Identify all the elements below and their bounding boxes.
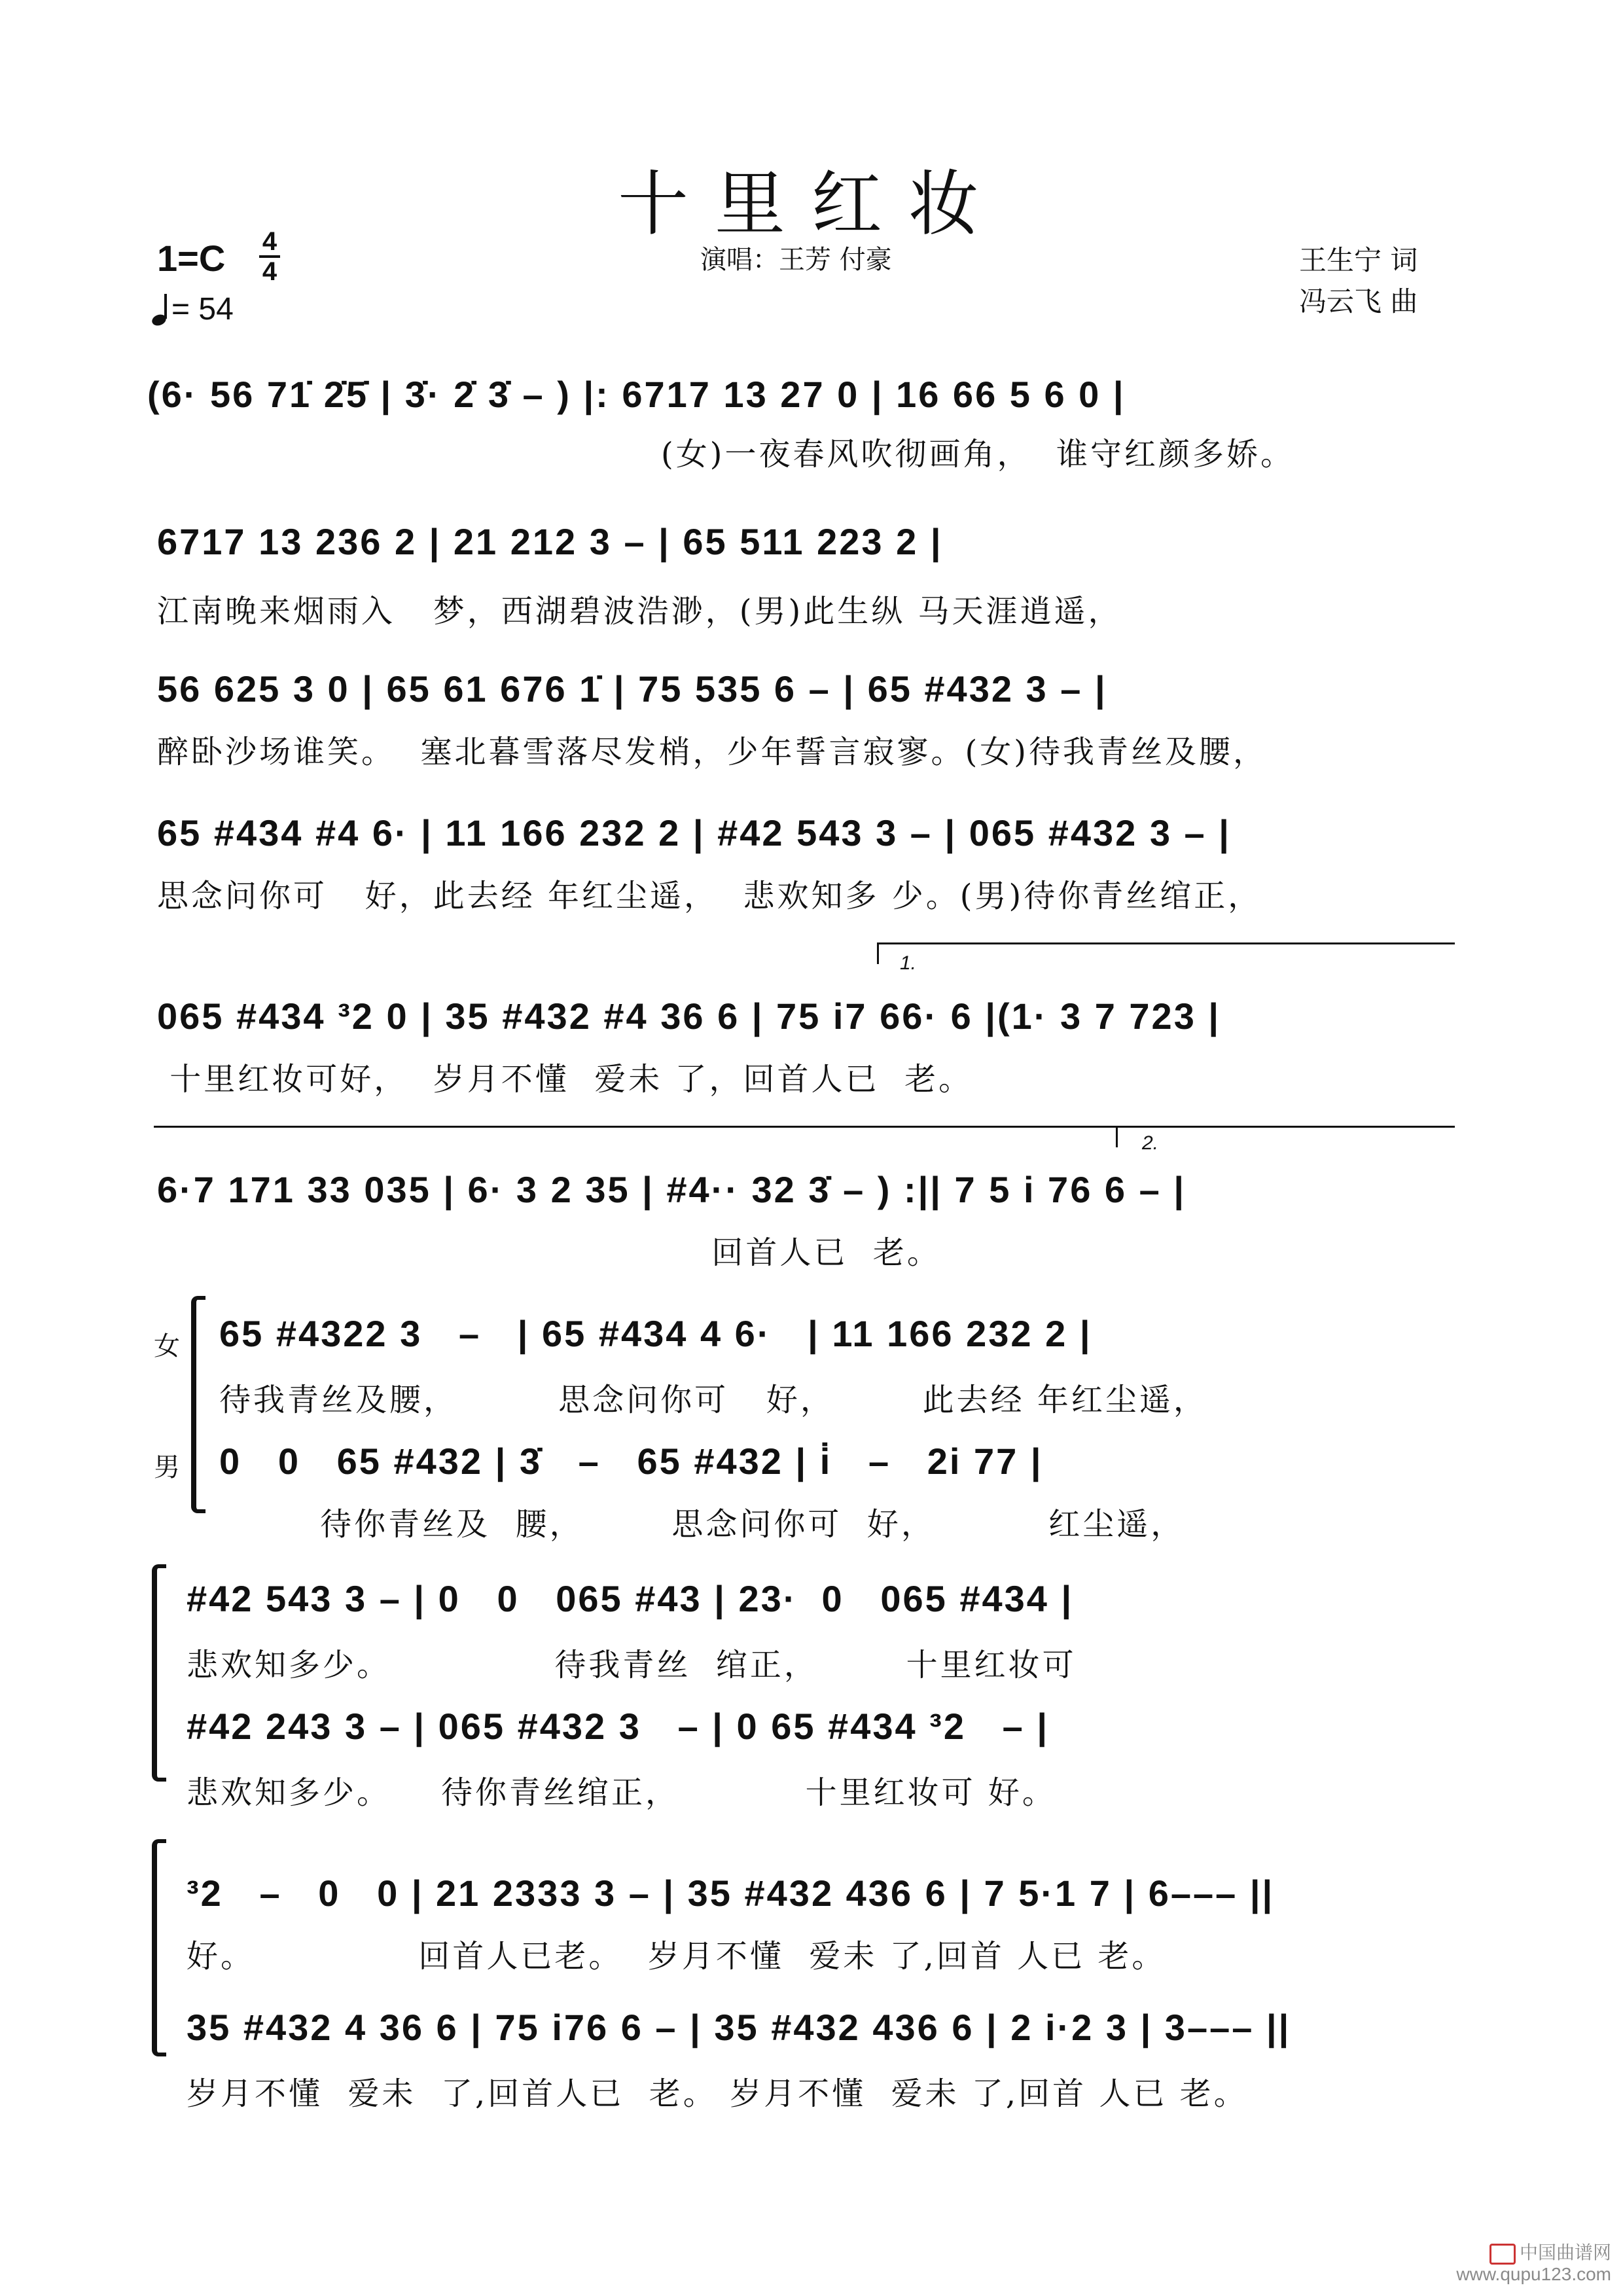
male-voice-label: 男 xyxy=(154,1452,180,1482)
duet-1-male-notes: 0 0 65 #432 | 3̇ – 65 #432 | i̇ – 2i 77 | xyxy=(219,1441,1043,1482)
system-bracket-3 xyxy=(152,1839,166,2056)
duet-2-female-lyrics: 悲欢知多少。 待我青丝 绾正， 十里红妆可 xyxy=(187,1647,1077,1683)
female-voice-label: 女 xyxy=(154,1331,180,1361)
duet-1-female-lyrics: 待我青丝及腰， 思念问你可 好， 此去经 年红尘遥， xyxy=(219,1382,1207,1418)
system-bracket-1 xyxy=(191,1296,205,1513)
lyrics-line-1: (女)一夜春风吹彻画角， 谁守红颜多娇。 xyxy=(661,436,1294,473)
system-bracket-2 xyxy=(152,1564,166,1782)
duet-3-female-notes: ³2 – 0 0 | 21 2333 3 – | 35 #432 436 6 | 7 5·1 7 | 6––– || xyxy=(187,1873,1275,1914)
key-signature: 1=C xyxy=(157,238,226,279)
time-signature-top: 4 xyxy=(262,227,277,256)
tempo-value: = 54 xyxy=(171,292,234,327)
duet-1-female-notes: 65 #4322 3 – | 65 #434 4 6· | 11 166 232 2 | xyxy=(219,1313,1092,1354)
duet-3-female-lyrics: 好。 回首人已老。 岁月不懂 爱未 了,回首 人已 老。 xyxy=(187,1938,1166,1975)
notation-line-5: 065 #434 ³2 0 | 35 #432 #4 36 6 | 75 i7 66· 6 |(1· 3 7 723 | xyxy=(157,996,1221,1037)
volta-bracket-1 xyxy=(877,942,1455,964)
duet-2-female-notes: #42 543 3 – | 0 0 065 #43 | 23· 0 065 #434 | xyxy=(187,1578,1074,1619)
notation-line-3: 56 625 3 0 | 65 61 676 1̇ | 75 535 6 – | 65 #432 3 – | xyxy=(157,668,1107,709)
duet-2-male-lyrics: 悲欢知多少。 待你青丝绾正， 十里红妆可 好。 xyxy=(187,1774,1056,1811)
singers: 演唱：王芳 付豪 xyxy=(700,245,892,275)
volta-bracket-2 xyxy=(1116,1126,1455,1147)
lyrics-line-3: 醉卧沙场谁笑。 塞北暮雪落尽发梢，少年誓言寂寥。(女)待我青丝及腰， xyxy=(157,734,1267,770)
notation-line-2: 6717 13 236 2 | 21 212 3 – | 65 511 223 2 | xyxy=(157,521,943,562)
site-logo-icon xyxy=(1489,2244,1516,2265)
repeat-extension-line xyxy=(154,1126,1116,1128)
composer: 冯云飞 曲 xyxy=(1299,285,1418,317)
watermark-site: 中国曲谱网 xyxy=(1519,2242,1611,2263)
time-signature xyxy=(257,229,283,284)
quarter-note-icon xyxy=(152,294,169,325)
tempo-marking xyxy=(152,291,234,327)
watermark xyxy=(1456,2243,1611,2284)
watermark-url: www.qupu123.com xyxy=(1456,2264,1611,2284)
notation-line-4: 65 #434 #4 6· | 11 166 232 2 | #42 543 3 – | 065 #432 3 – | xyxy=(157,812,1231,853)
volta-label-2: 2. xyxy=(1142,1132,1159,1154)
time-signature-bottom: 4 xyxy=(262,257,277,286)
lyrics-line-5: 十里红妆可好， 岁月不懂 爱未 了，回首人已 老。 xyxy=(157,1061,973,1098)
notation-line-1: (6· 56 71̇ 2̇5̇ | 3̇· 2̇ 3̇ – ) |: 6717 13 27 0 | 16 66 5 6 0 | xyxy=(147,374,1126,415)
song-title: 十里红妆 xyxy=(617,164,1005,245)
duet-2-male-notes: #42 243 3 – | 065 #432 3 – | 0 65 #434 ³2 – | xyxy=(187,1706,1050,1747)
notation-line-6: 6·7 171 33 035 | 6· 3 2 35 | #4·· 32 3̇ – ) :|| 7 5 i 76 6 – | xyxy=(157,1169,1186,1210)
volta-label-1: 1. xyxy=(900,952,917,974)
duet-1-male-lyrics: 待你青丝及 腰， 思念问你可 好， 红尘遥， xyxy=(219,1506,1185,1543)
lyricist: 王生宁 词 xyxy=(1299,244,1418,276)
lyrics-line-6: 回首人已 老。 xyxy=(157,1234,941,1271)
duet-3-male-notes: 35 #432 4 36 6 | 75 i76 6 – | 35 #432 436 6 | 2 i·2 3 | 3––– || xyxy=(187,2007,1291,2048)
duet-3-male-lyrics: 岁月不懂 爱未 了,回首人已 老。 岁月不懂 爱未 了,回首 人已 老。 xyxy=(187,2075,1248,2112)
lyrics-line-2: 江南晚来烟雨入 梦，西湖碧波浩渺，(男)此生纵 马天涯逍遥， xyxy=(157,593,1122,630)
lyrics-line-4: 思念问你可 好，此去经 年红尘遥， 悲欢知多 少。(男)待你青丝绾正， xyxy=(157,878,1262,914)
